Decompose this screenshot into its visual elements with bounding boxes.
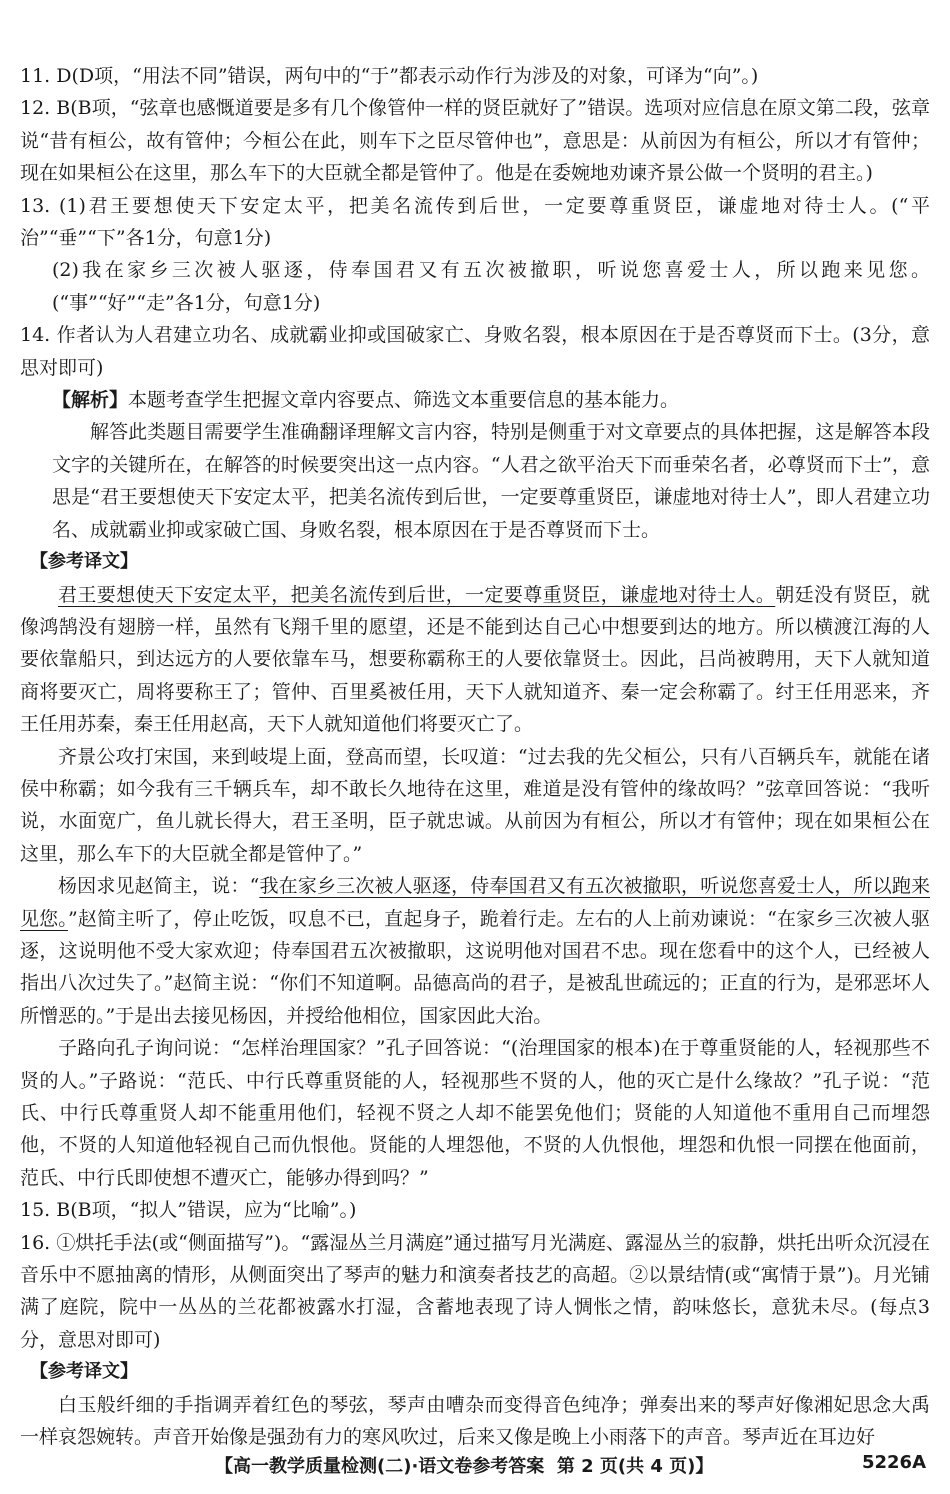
answer-14: 14. 作者认为人君建立功名、成就霸业抑或国破家亡、身败名裂，根本原因在于是否尊贤而下士。(3分，意思对即可) [20,324,930,379]
answer-content [20,60,930,1453]
translation-paragraph-2: 齐景公攻打宋国，来到岐堤上面，登高而望，长叹道：“过去我的先父桓公，只有八百辆兵车，就能在诸侯中称霸；如今我有三千辆兵车，却不敢长久地待在这里，难道是没有管仲的缘故吗？”弦章回答说：“我听说，水面宽广，鱼儿就长得大，君王圣明，臣子就忠诚。从前因为有桓公，所以才有管仲；现在如果桓公在这里，那么车下的大臣就全都是管仲了。” [20,745,930,865]
footer-title-text: 【高一教学质量检测(二)·语文卷参考答案 [215,1456,545,1477]
translation-paragraph-1 [20,579,930,741]
poem-translation-heading: 【参考译文】 [30,1361,138,1383]
answer-13-1: 13. (1)君王要想使天下安定太平，把美名流传到后世，一定要尊重贤臣，谦虚地对待士人。(“平治”“垂”“下”各1分，句意1分) [20,194,930,250]
footer-page-number: 第 2 页(共 4 页)】 [556,1456,714,1477]
answer-13-2: (2)我在家乡三次被人驱逐，侍奉国君又有五次被撤职，听说您喜爱士人，所以跑来见您。(“事”“好”“走”各1分，句意1分) [52,259,930,314]
answer-12: 12. B(B项，“弦章也感慨道要是多有几个像管仲一样的贤臣就好了”错误。选项对应信息在原文第二段，弦章说“昔有桓公，故有管仲；今桓公在此，则车下之臣尽管仲也”，意思是：从前因为有桓公，所以才有管仲；现在如果桓公在这里，那么车下的大臣就全都是管仲了。他是在委婉地劝谏齐景公做一个贤明的君主。) [20,97,930,185]
translation-paragraph-3-rest: ”赵简主听了，停止吃饭，叹息不已，直起身子，跪着行走。左右的人上前劝谏说：“在家乡三次被人驱逐，这说明他不受大家欢迎；侍奉国君五次被撤职，这说明他对国君不忠。现在您看中的这个人，已经被人指出八次过失了。”赵简主说：“你们不知道啊。品德高尚的君子，是被乱世疏远的；正直的行为，是邪恶坏人所憎恶的。”于是出去接见杨因，并授给他相位，国家因此大治。 [20,907,930,1027]
analysis-text-1: 本题考查学生把握文章内容要点、筛选文本重要信息的基本能力。 [128,389,680,412]
answer-16: 16. ①烘托手法(或“侧面描写”)。“露湿丛兰月满庭”通过描写月光满庭、露湿丛兰的寂静，烘托出听众沉浸在音乐中不愿抽离的情形，从侧面突出了琴声的魅力和演奏者技艺的高超。②以景结情(或“寓情于景”)。月光铺满了庭院，院中一丛丛的兰花都被露水打湿，含蓄地表现了诗人惆怅之情，韵味悠长，意犹未尽。(每点3分，意思对即可) [20,1231,930,1351]
translation-underlined-quote: 我在家乡三次被人驱逐，侍奉国君又有五次被撤职，听说您喜爱士人，所以跑来见您。 [20,875,930,930]
translation-paragraph-4: 子路向孔子询问说：“怎样治理国家？”孔子回答说：“(治理国家的根本)在于尊重贤能的人，轻视那些不贤的人。”子路说：“范氏、中行氏尊重贤能的人，轻视那些不贤的人，他的灭亡是什么缘故？”孔子说：“范氏、中行氏尊重贤人却不能重用他们，轻视不贤之人却不能罢免他们；贤能的人知道他不重用自己而埋怨他，不贤的人知道他轻视自己而仇恨他。贤能的人埋怨他，不贤的人仇恨他，埋怨和仇恨一同摆在他面前，范氏、中行氏即使想不遭灭亡，能够办得到吗？” [20,1037,930,1189]
translation-paragraph-3 [20,870,930,1032]
analysis-label: 【解析】 [52,389,129,412]
reference-translation-heading: 【参考译文】 [30,551,138,573]
translation-paragraph-1-rest: 朝廷没有贤臣，就像鸿鹄没有翅膀一样，虽然有飞翔千里的愿望，还是不能到达自己心中想要到达的地方。所以横渡江海的人要依靠船只，到达远方的人要依靠车马，想要称霸称王的人要依靠贤士。因此，吕尚被聘用，天下人就知道商将要灭亡，周将要称王了；管仲、百里奚被任用，天下人就知道齐、秦一定会称霸了。纣王任用恶来，齐王任用苏秦，秦王任用赵高，天下人就知道他们将要灭亡了。 [20,583,930,736]
analysis-block [20,384,930,416]
footer-title [215,1452,713,1478]
page-footer [0,1448,950,1484]
answer-11: 11. D(D项，“用法不同”错误，两句中的“于”都表示动作行为涉及的对象，可译为“向”。) [20,65,759,87]
poem-translation-paragraph: 白玉般纤细的手指调弄着红色的琴弦，琴声由嘈杂而变得音色纯净；弹奏出来的琴声好像湘妃思念大禹一样哀怨婉转。声音开始像是强劲有力的寒风吹过，后来又像是晚上小雨落下的声音。琴声近在耳边好 [20,1393,930,1449]
analysis-text-2: 解答此类题目需要学生准确翻译理解文言内容，特别是侧重于对文章要点的具体把握，这是解答本段文字的关键所在，在解答的时候要突出这一点内容。“人君之欲平治天下而垂荣名者，必尊贤而下士”，意思是“君王要想使天下安定太平，把美名流传到后世，一定要尊重贤臣，谦虚地对待士人”，即人君建立功名、成就霸业抑或家破亡国、身败名裂，根本原因在于是否尊贤而下士。 [52,421,930,541]
translation-underlined-sentence: 君王要想使天下安定太平，把美名流传到后世，一定要尊重贤臣，谦虚地对待士人。 [58,583,776,606]
answer-15: 15. B(B项，“拟人”错误，应为“比喻”。) [20,1199,357,1222]
translation-paragraph-3-pre: 杨因求见赵简主，说：“ [58,875,260,898]
footer-code: 5226A [861,1452,926,1473]
